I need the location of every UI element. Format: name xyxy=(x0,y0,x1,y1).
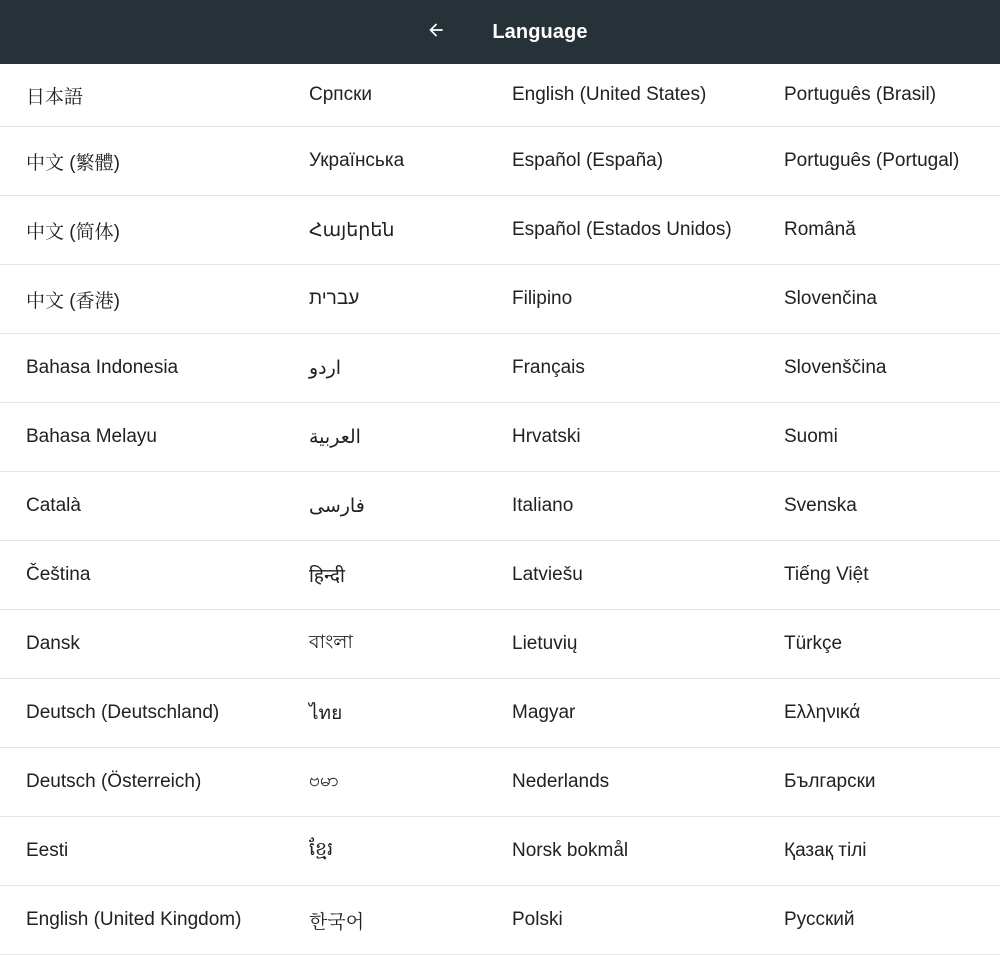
app-bar xyxy=(0,0,1000,64)
language-option[interactable]: Türkçe xyxy=(784,633,843,654)
language-option[interactable]: Filipino xyxy=(512,288,573,309)
language-row xyxy=(0,403,1000,472)
arrow-back-icon xyxy=(426,20,446,45)
language-row xyxy=(0,886,1000,955)
language-option[interactable]: Svenska xyxy=(784,495,857,516)
language-option[interactable]: 中文 (香港) xyxy=(26,290,120,312)
language-option[interactable]: Español (España) xyxy=(512,150,664,171)
language-option[interactable]: Norsk bokmål xyxy=(512,840,629,861)
language-option[interactable]: Latviešu xyxy=(512,564,583,585)
language-option[interactable]: Čeština xyxy=(26,564,91,585)
language-option[interactable]: اردو xyxy=(309,357,342,379)
language-option[interactable]: Tiếng Việt xyxy=(784,564,869,585)
language-list xyxy=(0,64,1000,955)
language-option[interactable]: Deutsch (Österreich) xyxy=(26,771,202,792)
language-option[interactable]: Bahasa Melayu xyxy=(26,426,157,447)
language-option[interactable]: Nederlands xyxy=(512,771,610,792)
language-row xyxy=(0,127,1000,196)
language-row xyxy=(0,472,1000,541)
language-option[interactable]: עברית xyxy=(309,288,360,309)
language-option[interactable]: 한국어 xyxy=(309,911,365,933)
language-option[interactable]: Français xyxy=(512,357,585,378)
page-title: Language xyxy=(492,20,588,43)
language-option[interactable]: Polski xyxy=(512,909,563,930)
language-option[interactable]: हिन्दी xyxy=(309,566,345,587)
language-option[interactable]: Suomi xyxy=(784,426,838,447)
language-row xyxy=(0,196,1000,265)
language-option[interactable]: Italiano xyxy=(512,495,574,516)
language-option[interactable]: বাংলা xyxy=(309,632,353,653)
language-row xyxy=(0,265,1000,334)
language-option[interactable]: Deutsch (Deutschland) xyxy=(26,702,220,723)
language-option[interactable]: ไทย xyxy=(309,703,343,724)
language-option[interactable]: Հայերեն xyxy=(309,219,395,241)
language-option[interactable]: 日本語 xyxy=(26,86,84,108)
language-option[interactable]: Українська xyxy=(309,150,405,171)
language-option[interactable]: Español (Estados Unidos) xyxy=(512,219,732,240)
language-option[interactable]: Português (Brasil) xyxy=(784,84,937,105)
back-button[interactable] xyxy=(416,12,456,52)
language-option[interactable]: فارسی xyxy=(309,495,365,517)
language-option[interactable]: Română xyxy=(784,219,856,240)
language-option[interactable]: English (United Kingdom) xyxy=(26,909,242,930)
language-row xyxy=(0,541,1000,610)
language-option[interactable]: Magyar xyxy=(512,702,576,723)
language-option[interactable]: Català xyxy=(26,495,81,516)
language-option[interactable]: Русский xyxy=(784,909,855,930)
language-row xyxy=(0,610,1000,679)
language-option[interactable]: Српски xyxy=(309,84,373,105)
language-option[interactable]: Български xyxy=(784,771,876,792)
language-option[interactable]: Eesti xyxy=(26,840,69,861)
language-option[interactable]: العربية xyxy=(309,426,361,448)
language-row xyxy=(0,64,1000,127)
language-option[interactable]: ဗမာ xyxy=(309,770,339,791)
language-row xyxy=(0,748,1000,817)
language-option[interactable]: English (United States) xyxy=(512,84,707,105)
language-option[interactable]: Lietuvių xyxy=(512,633,578,654)
language-option[interactable]: ខ្មែរ xyxy=(309,839,334,860)
language-option[interactable]: Português (Portugal) xyxy=(784,150,960,171)
language-option[interactable]: Hrvatski xyxy=(512,426,581,447)
language-row xyxy=(0,334,1000,403)
language-row xyxy=(0,817,1000,886)
language-option[interactable]: Ελληνικά xyxy=(784,702,861,723)
language-option[interactable]: Slovenčina xyxy=(784,288,877,309)
language-option[interactable]: 中文 (简体) xyxy=(26,221,120,243)
language-option[interactable]: Bahasa Indonesia xyxy=(26,357,179,378)
language-option[interactable]: Қазақ тілі xyxy=(784,840,867,861)
language-row xyxy=(0,679,1000,748)
language-option[interactable]: Slovenščina xyxy=(784,357,887,378)
language-option[interactable]: Dansk xyxy=(26,633,80,654)
language-option[interactable]: 中文 (繁體) xyxy=(26,152,120,174)
